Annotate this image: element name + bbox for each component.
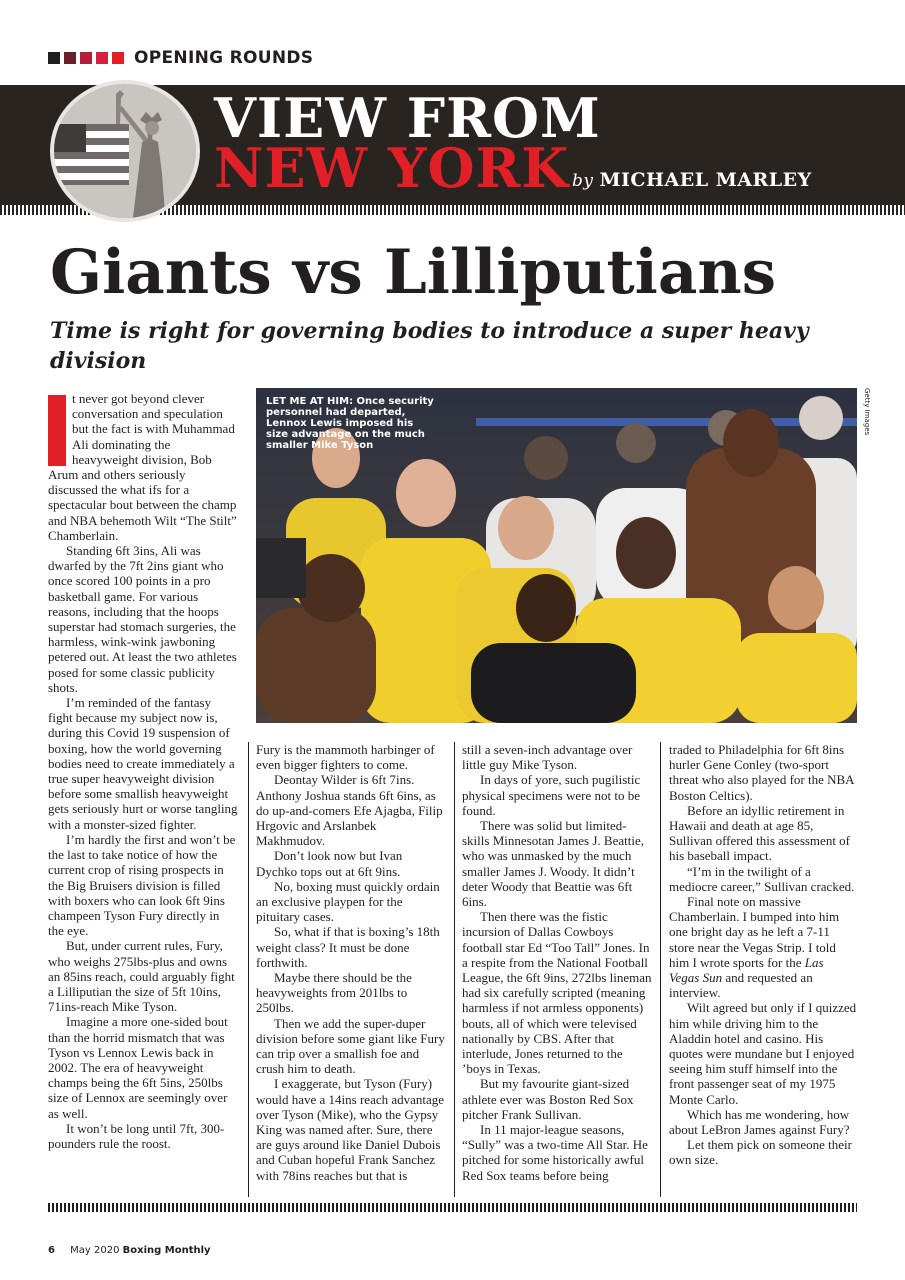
article-paragraph: Which has me wondering, how about LeBron James against Fury? (669, 1106, 850, 1138)
column-title-line2: NEW YORK (214, 136, 570, 200)
article-paragraph: Fury is the mammoth harbinger of even bigger fighters to come. (256, 742, 435, 773)
byline (572, 169, 812, 191)
article-paragraph: Before an idyllic retirement in Hawaii and death at age 85, Sullivan offered this assessment of his baseball impact. (669, 802, 851, 864)
page-footer (48, 1245, 211, 1256)
article-paragraph (48, 391, 238, 543)
article-paragraph: Wilt agreed but only if I quizzed him while driving him to the Aladdin hotel and casino. His quotes were mundane but I enjoyed seeing him stuff himself into the front passenger seat of my 1975 Monte Carlo. (669, 1000, 857, 1107)
column-rule (248, 742, 249, 1197)
article-column-3 (462, 742, 652, 1183)
article-paragraph (669, 894, 857, 1000)
publication-name: Boxing Monthly (122, 1245, 211, 1256)
article-paragraph: But my favourite giant-sized athlete ever was Boston Red Sox pitcher Frank Sullivan. (462, 1076, 634, 1122)
standfirst: Time is right for governing bodies to introduce a super heavy division (50, 318, 809, 374)
article-paragraph: still a seven-inch advantage over little guy Mike Tyson. (462, 742, 633, 773)
article-paragraph: Then we add the super-duper division before some giant like Fury can trip over a smallish foe and crush him to death. (256, 1015, 445, 1077)
section-tag (48, 48, 313, 68)
page-number: 6 (48, 1245, 55, 1256)
article-paragraph: I’m reminded of the fantasy fight because my subject now is, during this Covid 19 suspension of boxing, how the world governing bodies need to create immediately a true super heavyweight division before some smallish heavyweight gets seriously hurt or worse tangling with a monster-sized fighter. (48, 695, 238, 832)
paragraph-text: Final note on massive Chamberlain. I bumped into him one bright day as he left a 7-11 store near the Vegas Strip. I told him I wrote sports for the (669, 894, 840, 970)
section-square-5 (112, 52, 124, 64)
photo-credit: Getty Images (863, 388, 871, 436)
article-paragraph: No, boxing must quickly ordain an exclusive playpen for the pituitary cases. (256, 878, 440, 925)
byline-by: by (572, 171, 594, 191)
issue-date: May 2020 (70, 1245, 120, 1256)
dropcap (48, 395, 66, 466)
article-paragraph: So, what if that is boxing’s 18th weight class? It must be done forthwith. (256, 924, 440, 970)
column-title-line1: VIEW FROM (214, 86, 601, 150)
byline-author: MICHAEL MARLEY (599, 169, 812, 191)
column-rule (454, 742, 455, 1197)
article-paragraph: In days of yore, such pugilistic physical specimens were not to be found. (462, 772, 641, 818)
article-paragraph: Don’t look now but Ivan Dychko tops out at 6ft 9ins. (256, 848, 403, 879)
article-paragraph: It won’t be long until 7ft, 300-pounders rule the roost. (48, 1120, 225, 1151)
article-paragraph: Maybe there should be the heavyweights from 201lbs to 250lbs. (256, 970, 412, 1016)
article-paragraph: In 11 major-league seasons, “Sully” was a two-time All Star. He pitched for some historically awful Red Sox teams before being (462, 1122, 648, 1183)
article-paragraph: Deontay Wilder is 6ft 7ins. Anthony Joshua stands 6ft 6ins, as do up-and-comers Efe Ajagba, Filip Hrgovic and Arslanbek Makhmudov. (256, 772, 443, 849)
article-paragraph: There was solid but limited-skills Minnesotan James J. Beattie, who was unmasked by the much smaller James J. Woody. It didn’t deter Woody that Beattie was 6ft 6ins. (462, 818, 644, 910)
headline: Giants vs Lilliputians (50, 237, 777, 308)
section-square-2 (64, 52, 76, 64)
article-paragraph: “I’m in the twilight of a mediocre career,” Sullivan cracked. (669, 863, 855, 894)
photo-caption: LET ME AT HIM: Once security personnel had departed, Lennox Lewis imposed his size advantage on the much smaller Mike Tyson (266, 396, 434, 451)
paragraph-text: and requested an interview. (669, 970, 813, 1001)
article-paragraph: Let them pick on someone their own size. (669, 1137, 852, 1168)
section-square-3 (80, 52, 92, 64)
section-label: OPENING ROUNDS (134, 48, 314, 68)
article-paragraph: Then there was the fistic incursion of Dallas Cowboys football star Ed “Too Tall” Jones. In a respite from the National Football League, the 6ft 9ins, 272lbs lineman had six carefully scripted (meaning harmless if not armless opponents) bouts, all of which were televised nationally by CBS. After that interlude, Jones returned to the ’boys in Texas. (462, 909, 652, 1077)
statue-of-liberty-flag-icon (50, 80, 200, 222)
article-column-2 (256, 742, 446, 1183)
section-square-1 (48, 52, 60, 64)
paragraph-text: t never got beyond clever conversation and speculation but the fact is with Muhammad Ali dominating the heavyweight division, Bob Arum and others seriously discussed the what ifs for a spectacular bout between the champ and NBA behemoth Wilt “The Stilt” Chamberlain. (48, 391, 237, 543)
article-column-4 (669, 742, 857, 1168)
column-rule (660, 742, 661, 1197)
newspaper-name: Las Vegas Sun (669, 954, 824, 986)
article-paragraph: Imagine a more one-sided bout than the horrid mismatch that was Tyson vs Lennox Lewis back in 2002. The era of heavyweight champs being the 6ft 5ins, 250lbs size of Lennox are seemingly over as well. (48, 1014, 228, 1121)
article-paragraph: But, under current rules, Fury, who weighs 275lbs-plus and owns an 85ins reach, could arguably fight a Lilliputian the size of 5ft 10ins, 71ins-reach Mike Tyson. (48, 938, 235, 1015)
article-paragraph: Standing 6ft 3ins, Ali was dwarfed by the 7ft 2ins giant who once scored 100 points in a pro basketball game. For various reasons, including that the hoops superstar had stomach surgeries, the harmless, wink-wink jawboning petered out. At least the two athletes posed for some classic publicity shots. (48, 543, 237, 695)
article-column-1 (48, 391, 238, 1151)
bottom-stripe (48, 1203, 857, 1212)
section-square-4 (96, 52, 108, 64)
article-photo (256, 388, 857, 723)
article-paragraph: I’m hardly the first and won’t be the last to take notice of how the current crop of rising prospects in the Big Bruisers division is filled with boxers who can look 6ft 9ins champeen Tyson Fury directly in the eye. (48, 831, 236, 939)
article-paragraph: I exaggerate, but Tyson (Fury) would have a 14ins reach advantage over Tyson (Mike), who the Gypsy King was named after. Sure, there are guys around like Daniel Dubois and Cuban hopeful Frank Sanchez with 78ins reaches but that is (256, 1076, 445, 1183)
article-paragraph: traded to Philadelphia for 6ft 8ins hurler Gene Conley (two-sport threat who also played for the NBA Boston Celtics). (669, 742, 854, 803)
